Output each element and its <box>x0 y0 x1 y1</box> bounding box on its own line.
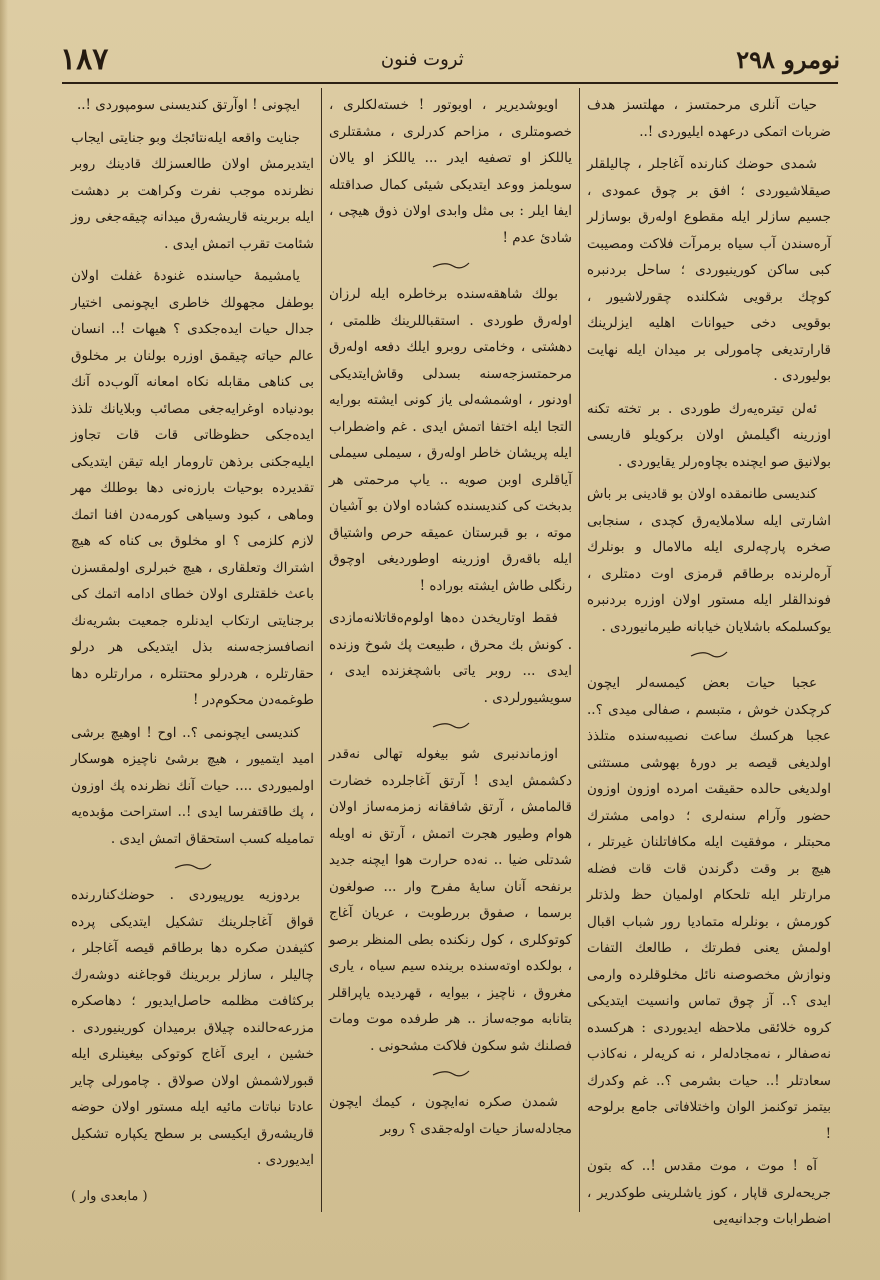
paragraph: يامشيمهٔ حياسنده غنودهٔ غفلت اولان بوطفل مجهولك خاطرى ايچونمى اختيار جدال حيات ايده‌جكدى ؟ هيهات !.. انسان عالم حياته چيقمق اوزره بولنان بر مخلوق بى كناهى مقابله نكاه امعانه آلوب‌ده آنك بودنياده اوغرايه‌جغى مصائب وبلايانك تلذذ ايده‌جكى حظوظاتى قات قات تجاوز ايليه‌جكنى برذهن تارومار ايله تيقن ايتديكى تقديرده بوحيات بارزه‌نى دها بوطلك مهر وماهى ، كبود وسياهى كورمه‌دن افنا اتمك لازم كلزمى ؟ او مخلوق بى كناه كه هيچ اشتراك وتعلقارى ، هيچ خبرلرى اولمقسزن باعث خلقتلرى اولان خطاى ادامه اتمك كى برجنايتى ارتكاب ايدنلره جمعيت بشريه‌نك انصافسزجه‌سنه بذل ايتديكى هر درلو حقارتلره ، هردرلو محتتلره ، مرارتلره دها طوغمه‌دن محكوم‌در ! <box>71 268 314 708</box>
paragraph: شمدى حوضك كنارنده آغاجلر ، چاليلقلر صيقلاشيوردى ؛ افق بر چوق عمودى ، جسيم سازلر ايله مقطوع اوله‌رق بوسازلر آره‌سندن آب سياه برمرآت فلاكت ومصيبت كبى ساكن كورينيوردى ؛ ساحل بردنبره كوچك برقويى شكلنده چقورلاشيور ، بوقويى دخى حيوانات اهليه ايزلرينك قارارتديغى چامورلى بر ميدان ايله نهايت بوليوردى . <box>587 156 831 384</box>
page-binding-shadow <box>0 0 8 1280</box>
section-separator-flourish <box>173 860 213 872</box>
paragraph: جنايت واقعه ايله‌نتائجك وبو جنايتى ايجاب ايتديرمش اولان طالعسزلك قادينك روبر نظرنده موجب نفرت وكراهت بر دهشت ايله بربرينه قاريشه‌رق ميدانه چيقه‌جغى روز شئامت تقرب اتمش ايدى . <box>71 129 314 252</box>
paragraph: بردوزيه يورپيوردى . حوضك‌كناررنده قواق آغاجلرينك تشكيل ايتديكى پرده كثيفدن صكره دها برطاقم قيصه آغاجلر ، چاليلر ، سازلر بربرينك قوجاغنه دوشه‌رك بركثافت مظلمه حاصل‌ايديور ؛ دهاصكره مزرعه‌حالنده چيلاق برميدان كورينيوردى . خشين ، ايرى آغاج كوتوكى بيغينلرى ايله قبورلاشمش اولان صولاق . چامورلى چاير عادتا نباتات مائيه ايله مستور اولان حوضه قاريشه‌رق ايكيسى بر سطح يكپاره تشكيل ايديوردى . <box>71 887 314 1168</box>
page-header <box>60 38 840 80</box>
paragraph: فقط اوتاريخدن ده‌ها اولوم‌ه‌قاتلانه‌مازدى . كونش بك محرق ، طبيعت پك شوخ وزنده ايدى ... روبر ياتى باشچغزنده ايدى ، سويشيورلردى . <box>329 610 572 706</box>
paragraph: ئه‌لن تيتره‌يه‌رك طوردى . بر تخته تكنه اوزرينه اگيلمش اولان بركويلو قاريسى بولانيق صو ايچنده بچاوه‌رلر يقايوردى . <box>587 400 831 470</box>
paragraph: كنديسى ايچونمى ؟.. اوح ! اوهيچ برشى اميد ايتميور ، هيچ برشئ ناچيزه هوسكار اولميوردى .... حيات آنك نظرنده پك اوزون ، پك طاقتفرسا ايدى !.. استراحت مؤبده‌يه تماميله كسب استحقاق اتمش ايدى . <box>71 724 314 847</box>
section-separator-flourish <box>431 1067 471 1079</box>
paragraph: كنديسى طانمقده اولان بو قادينى بر باش اشارتى ايله سلاملايه‌رق كچدى ، سنجابى صخره پارچه‌لرى ايله مالامال و بونلرك آره‌لرنده برطاقم قرمزى اوت دمتلرى ، فوندالقلر ايله مستور اولان اوزره بردنبره يوكسلمكه باشلايان خيابانه طيرمانيوردى . <box>587 486 831 635</box>
text-columns <box>62 88 838 1227</box>
paragraph: بولك شاهقه‌سنده برخاطره ايله لرزان اوله‌رق طوردى . استقباللرينك ظلمتى ، دهشتى ، وخامتى روبرو ايلك دفعه اوله‌رق مرحمتسزجه‌سنه بسدلى وقاش‌ايتديكى اودنور ، اوشمشه‌لى ياز كونى ايشته بورايه التجا ايله اختفا اتمش ايدى . غم واضطراب ايله پريشان خاطر اوله‌رق ، سيملى سيملى آياقلرى اوبن صويه .. ياپ مرحمتى هر بدبخت كى كنديسنده كشاده اولان بو آشيان موته ، بو قبرستان عميقه حرص واشتياق ايله باقه‌رق اوزرينه اوطورديغى اوچوق رنگلى طاش ايشته بوراده ! <box>329 286 572 594</box>
paragraph: اوزماندنبرى شو بيغوله تهالى نه‌قدر دكشمش ايدى ! آرتق آغاجلرده خضارت قالمامش ، آرتق شافقانه زمزمه‌ساز اولان هوام وطيور هجرت اتمش ، آرتق نه اويله شدتلى ضيا .. نه‌ده حرارت هوا ايچنه جديد برنفحه آنان سايهٔ مفرح وار ... صولغون برسما ، صفوق بررطوبت ، عريان آغاج كوتوكلرى ، كول رنكنده بطى المنظر برصو ، بولكده اوته‌سنده برينده سيم سياه ، يارى مغروق ، ناچيز ، بيوايه ، قهرديده ياپراقلر بتانابه موجه‌ساز .. هر طرفده موت ومات فصلنك شو سكون فلاكت مشحونى . <box>329 746 572 1054</box>
column-middle <box>322 88 580 1212</box>
section-separator-flourish <box>431 719 471 731</box>
journal-title: ثروت فنون <box>380 48 464 70</box>
header-rule <box>62 82 838 84</box>
column-left <box>64 88 322 1212</box>
page-number: ١٨٧ <box>60 41 109 77</box>
continuation-note: ( مابعدى وار ) <box>71 1188 148 1204</box>
paragraph: ايچونى ! اوآرتق كنديسنى سومپوردى !.. <box>76 97 300 113</box>
paragraph: شمدن صكره نه‌ايچون ، كيمك ايچون مجادله‌ساز حيات اوله‌جقدى ؟ روبر <box>329 1094 572 1137</box>
paragraph: آه ! موت ، موت مقدس !.. كه بتون جريحه‌لرى قاپار ، كوز ياشلرينى طوكدرير ، اضطرابات وجدانيه‌يى <box>587 1158 831 1227</box>
paragraph: اويوشديرير ، اويوتور ! خسته‌لكلرى ، خصومتلرى ، مزاحم كدرلرى ، مشقتلرى ياللكز او تصفيه ايدر ... ياللكز او يالان سويلمز ووعد ايتديكى شيئى كمال صداقتله ايفا ايلر : بى مثل وابدى اولان ذوق هيچى ، شادئ عدم ! <box>329 97 572 246</box>
paragraph: عجبا حيات بعض كيمسه‌لر ايچون كرچكدن خوش ، متبسم ، صفالى ميدى ؟.. عجبا هركسك ساعت نصيبه‌سنده متلذذ اولديغى قيصه بر دورهٔ بهوشى مستثنى اولديغى حالده حقيقت امرده اوزون اوزون حضور وآرام سنه‌لرى ؛ دوامى مشترك محبتلر ، موفقيت ايله مكافاتلنان غيرتلر ، هيچ بر وقت دگرندن قات قات فضله مرارتلر ايله تلحكام اولميان حظ ولذتلر كورمش ، بونلرله متماديا رور شباب اقبال اولمش يعنى فطرتك ، طالعك التفات ونوازش مخصوصنه نائل مخلوقلرده وارمى ايدى ؟.. آز چوق تماس وانسيت ايتديكى كروه خلائقى ملاحظه ايديوردى : هركسده نه‌صفالر ، نه‌مجادله‌لر ، نه كريه‌لر ، نه‌كاذب سعادتلر !.. حيات بشرمى ؟.. غم وكدرك بيتمز توكنمز الوان واختلافاتى جامع برلوحه ! <box>587 675 831 1142</box>
section-separator-flourish <box>431 259 471 271</box>
column-right <box>580 88 838 1227</box>
section-separator-flourish <box>689 648 729 660</box>
issue-number: نومرو ٢٩٨ <box>736 44 840 74</box>
paragraph: حيات آنلرى مرحمتسز ، مهلتسز هدف ضربات اتمكى درعهده ايليوردى !.. <box>587 97 831 140</box>
